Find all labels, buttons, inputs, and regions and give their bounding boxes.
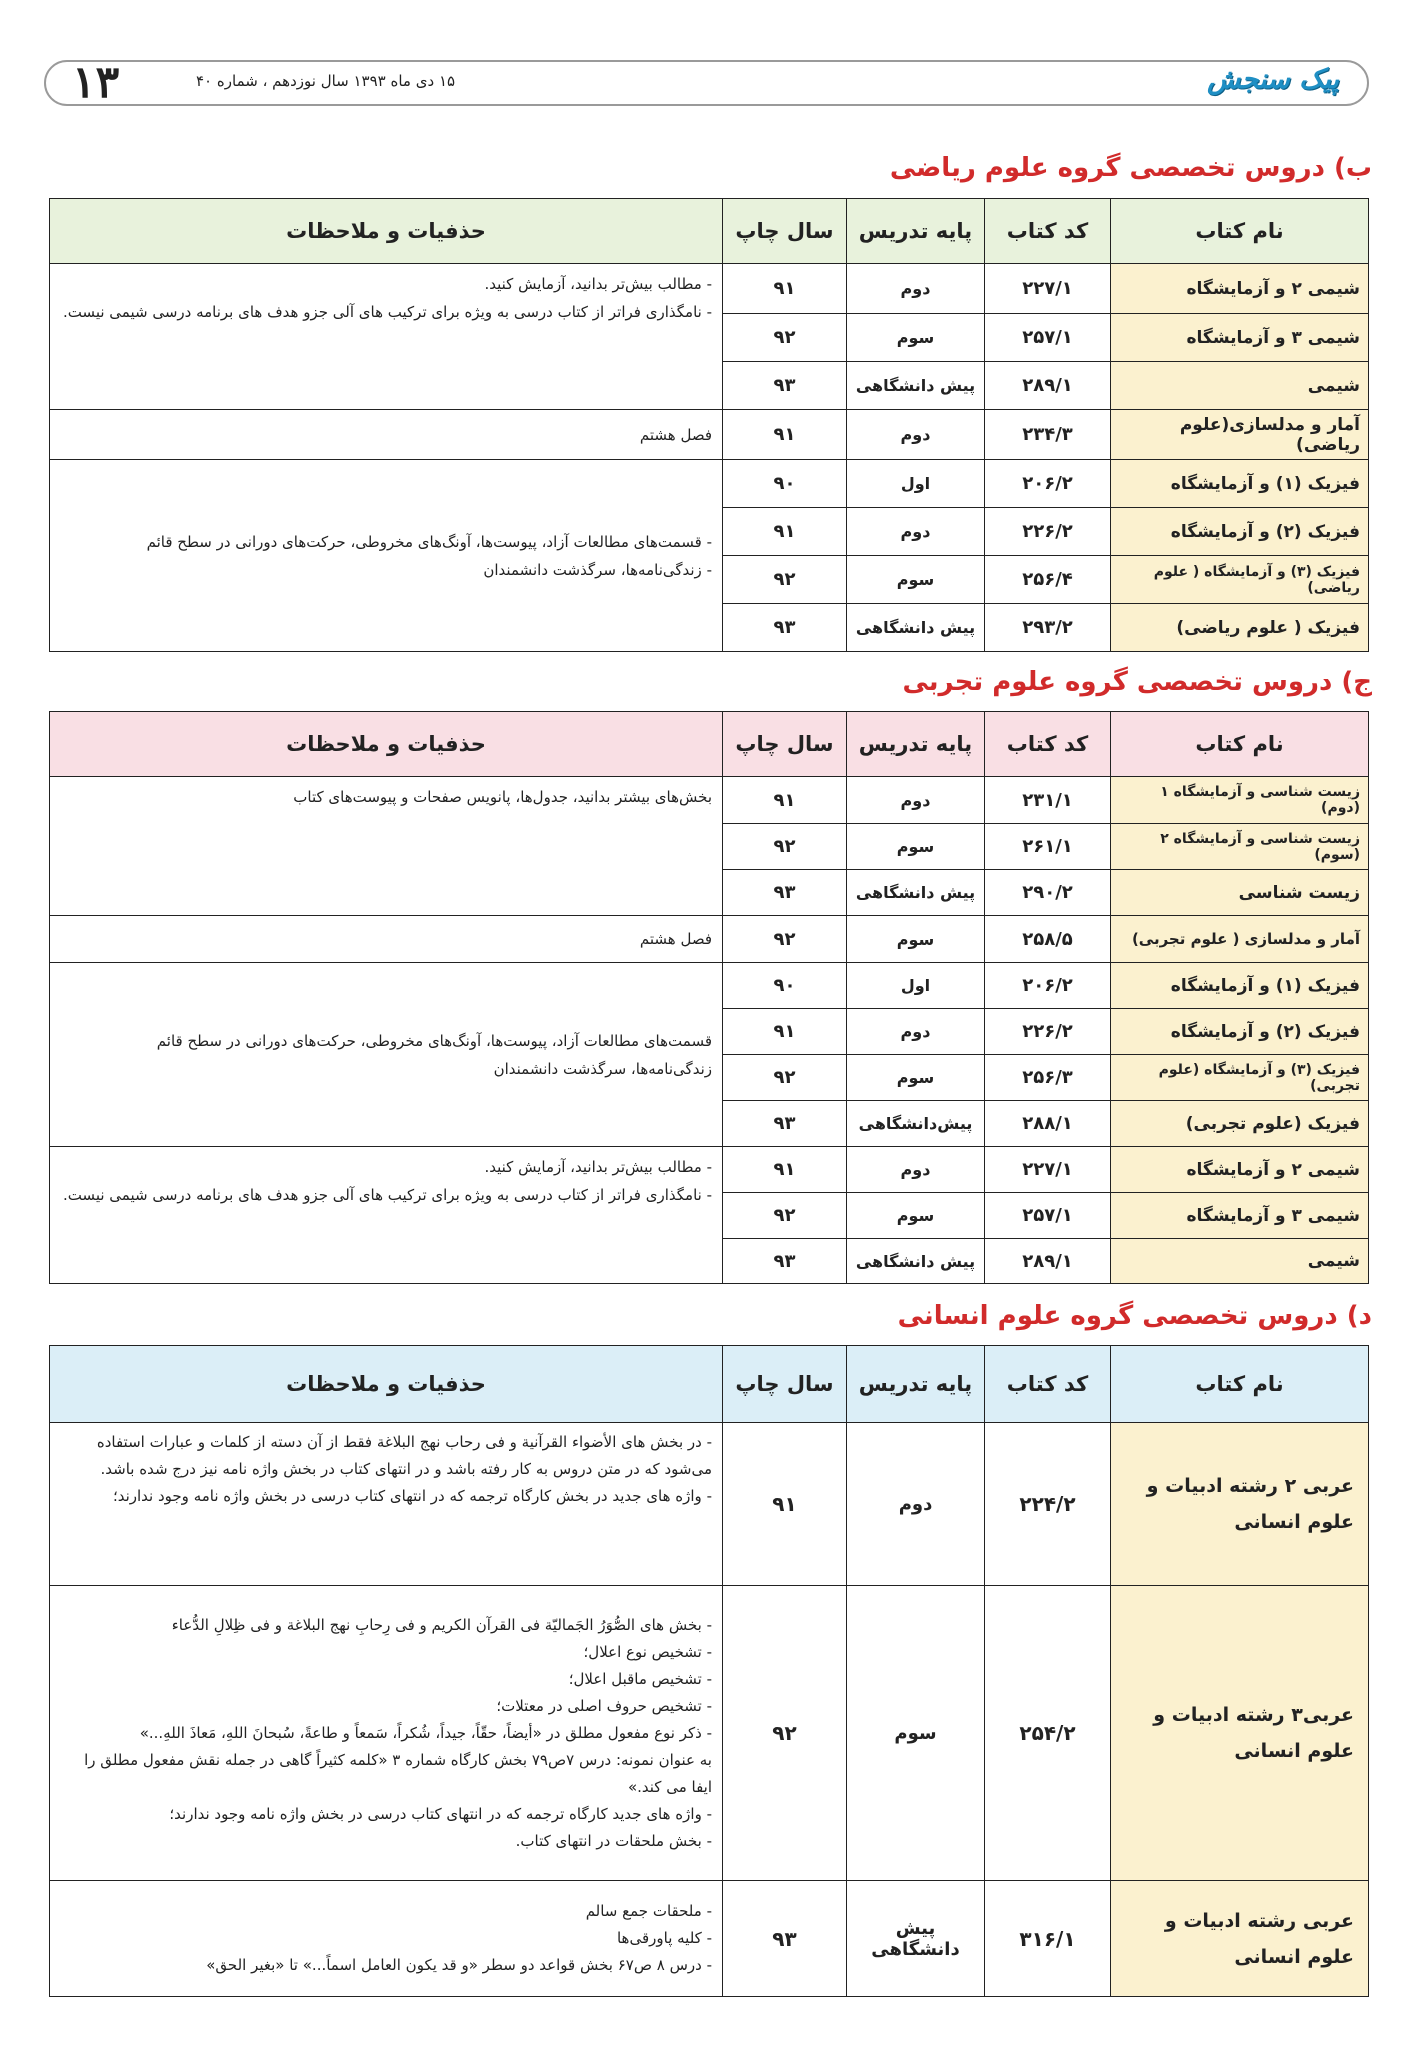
book-name: شیمی (1111, 1239, 1369, 1284)
book-code: ۲۵۴/۲ (985, 1586, 1111, 1881)
level: پیش دانشگاهی (847, 362, 985, 410)
level: پیش‌دانشگاهی (847, 1101, 985, 1147)
level: اول (847, 460, 985, 508)
notes-cell (50, 410, 723, 460)
note-line: - ذکر نوع مفعول مطلق در «أیضاً، حقّاً، جیداً، شُکراً، سَمعاً و طاعةً، سُبحانَ اللهِ، مَعاذَ اللهِ...» (139, 1723, 712, 1742)
book-name: آمار و مدلسازی(علوم ریاضی) (1111, 410, 1369, 460)
level: دوم (847, 1009, 985, 1055)
col-level: پایه تدریس (847, 712, 985, 777)
book-name: عربی۳ رشته ادبیات و علوم انسانی (1111, 1586, 1369, 1881)
print-year: ۹۳ (723, 1239, 847, 1284)
note-line: - ملحقات جمع سالم (585, 1902, 712, 1920)
table-header-row (50, 1346, 1369, 1423)
col-notes: حذفیات و ملاحظات (50, 712, 723, 777)
note-line: - بخش ملحقات در انتهای کتاب. (515, 1831, 712, 1850)
book-code: ۲۵۶/۴ (985, 556, 1111, 604)
level: پیش دانشگاهی (847, 870, 985, 916)
print-year: ۹۲ (723, 1586, 847, 1881)
book-name: شیمی (1111, 362, 1369, 410)
col-level: پایه تدریس (847, 1346, 985, 1423)
note-line: - نامگذاری فراتر از کتاب درسی به ویژه برای ترکیب های آلی جزو هدف های برنامه درسی شیمی نیست. (62, 1186, 712, 1204)
note-line: - کلیه پاورقی‌ها (616, 1929, 712, 1947)
note-line: - درس ۸ ص۶۷ بخش قواعد دو سطر «و قد یکون العامل اسماً...» تا «بغیر الحق» (206, 1956, 712, 1974)
level: سوم (847, 1055, 985, 1101)
col-book-code: کد کتاب (985, 199, 1111, 264)
table-row (50, 410, 1369, 460)
note-line: - مطالب بیش‌تر بدانید، آزمایش کنید. (484, 1158, 712, 1176)
col-book-name: نام کتاب (1111, 1346, 1369, 1423)
level: دوم (847, 1423, 985, 1586)
book-code: ۲۳۴/۳ (985, 410, 1111, 460)
notes-cell (50, 1881, 723, 1997)
section-b-table (49, 198, 1369, 652)
book-code: ۲۹۰/۲ (985, 870, 1111, 916)
book-code: ۳۱۶/۱ (985, 1881, 1111, 1997)
book-code: ۲۳۱/۱ (985, 777, 1111, 824)
print-year: ۹۳ (723, 1881, 847, 1997)
book-name: فیزیک (علوم تجربی) (1111, 1101, 1369, 1147)
level: دوم (847, 777, 985, 824)
print-year: ۹۱ (723, 264, 847, 314)
page-header (44, 57, 1369, 108)
level: سوم (847, 1586, 985, 1881)
book-code: ۲۵۶/۳ (985, 1055, 1111, 1101)
book-name: فیزیک (۳) و آزمایشگاه (علوم تجربی) (1111, 1055, 1369, 1101)
book-name: شیمی ۳ و آزمایشگاه (1111, 314, 1369, 362)
book-name: شیمی ۲ و آزمایشگاه (1111, 1147, 1369, 1193)
book-name: فیزیک (۲) و آزمایشگاه (1111, 508, 1369, 556)
book-code: ۲۵۸/۵ (985, 916, 1111, 963)
notes-cell (50, 1147, 723, 1284)
table-row (50, 460, 1369, 508)
book-code: ۲۰۶/۲ (985, 963, 1111, 1009)
book-code: ۲۲۶/۲ (985, 508, 1111, 556)
col-book-code: کد کتاب (985, 1346, 1111, 1423)
print-year: ۹۳ (723, 1101, 847, 1147)
print-year: ۹۱ (723, 410, 847, 460)
col-notes: حذفیات و ملاحظات (50, 199, 723, 264)
book-code: ۲۲۶/۲ (985, 1009, 1111, 1055)
level: سوم (847, 556, 985, 604)
note-line: - زندگی‌نامه‌ها، سرگذشت دانشمندان (483, 560, 712, 579)
section-c-title: ج) دروس تخصصی گروه علوم تجربی (902, 667, 1372, 697)
note-line: زندگی‌نامه‌ها، سرگذشت دانشمندان (493, 1059, 712, 1078)
col-year: سال چاپ (723, 199, 847, 264)
table-row (50, 1423, 1369, 1586)
note-line: - نامگذاری فراتر از کتاب درسی به ویژه برای ترکیب های آلی جزو هدف های برنامه درسی شیمی نیست. (62, 303, 712, 321)
level: پیش دانشگاهی (847, 1881, 985, 1997)
print-year: ۹۳ (723, 362, 847, 410)
print-year: ۹۰ (723, 963, 847, 1009)
level: سوم (847, 824, 985, 870)
book-code: ۲۶۱/۱ (985, 824, 1111, 870)
book-name: عربی ۲ رشته ادبیات و علوم انسانی (1111, 1423, 1369, 1586)
section-d-title: د) دروس تخصصی گروه علوم انسانی (897, 1301, 1372, 1331)
table-row (50, 777, 1369, 824)
book-code: ۲۲۷/۱ (985, 264, 1111, 314)
book-code: ۲۸۸/۱ (985, 1101, 1111, 1147)
book-name: زیست شناسی و آزمایشگاه ۲ (سوم) (1111, 824, 1369, 870)
notes-cell (50, 777, 723, 916)
note-line: - تشخیص ماقبل اعلال؛ (568, 1669, 712, 1688)
book-name: فیزیک (۳) و آزمایشگاه ( علوم ریاضی) (1111, 556, 1369, 604)
note-line: - واژه های جدید در بخش کارگاه ترجمه که در انتهای کتاب درسی در بخش واژه نامه وجود ندارند؛ (112, 1487, 712, 1505)
note-line: - تشخیص حروف اصلی در معتلات؛ (496, 1696, 712, 1715)
print-year: ۹۱ (723, 508, 847, 556)
note-line: به عنوان نمونه: درس ۷ص۷۹ بخش کارگاه شماره ۳ «کلمه کثیراً گاهی در جمله نقش مفعول مطلق را ایفا می کند.» (84, 1750, 712, 1796)
print-year: ۹۳ (723, 604, 847, 652)
note-line: قسمت‌های مطالعات آزاد، پیوست‌ها، آونگ‌های مخروطی، حرکت‌های دورانی در سطح قائم (156, 1031, 712, 1050)
table-header-row (50, 712, 1369, 777)
book-name: فیزیک ( علوم ریاضی) (1111, 604, 1369, 652)
col-year: سال چاپ (723, 712, 847, 777)
note-line: - واژه های جدید کارگاه ترجمه که در انتهای کتاب درسی در بخش واژه نامه وجود ندارند؛ (169, 1804, 712, 1823)
book-name: شیمی ۲ و آزمایشگاه (1111, 264, 1369, 314)
notes-cell (50, 1586, 723, 1881)
level: دوم (847, 508, 985, 556)
table-row (50, 916, 1369, 963)
section-b-title: ب) دروس تخصصی گروه علوم ریاضی (889, 153, 1372, 183)
notes-cell (50, 1423, 723, 1586)
level: اول (847, 963, 985, 1009)
level: سوم (847, 916, 985, 963)
note-line: - در بخش های الأضواء القرآنیة و فی رحاب نهج البلاغة فقط از آن دسته از کلمات و عبارات استفاده می‌شود که در متن دروس به کار رفته باشد و در انتهای کتاب در بخش واژه نامه نیز درج شده باشد. (96, 1433, 712, 1478)
print-year: ۹۲ (723, 824, 847, 870)
print-year: ۹۱ (723, 1423, 847, 1586)
level: سوم (847, 1193, 985, 1239)
notes-cell (50, 916, 723, 963)
book-name: فیزیک (۱) و آزمایشگاه (1111, 460, 1369, 508)
print-year: ۹۱ (723, 1147, 847, 1193)
table-row (50, 1586, 1369, 1881)
book-code: ۲۸۹/۱ (985, 1239, 1111, 1284)
book-name: فیزیک (۱) و آزمایشگاه (1111, 963, 1369, 1009)
col-level: پایه تدریس (847, 199, 985, 264)
book-name: عربی رشته ادبیات و علوم انسانی (1111, 1881, 1369, 1997)
table-row (50, 1881, 1369, 1997)
level: دوم (847, 410, 985, 460)
book-code: ۲۲۴/۲ (985, 1423, 1111, 1586)
level: پیش دانشگاهی (847, 1239, 985, 1284)
table-row (50, 264, 1369, 314)
notes-cell (50, 963, 723, 1147)
print-year: ۹۲ (723, 1193, 847, 1239)
book-name: فیزیک (۲) و آزمایشگاه (1111, 1009, 1369, 1055)
print-year: ۹۲ (723, 314, 847, 362)
col-book-code: کد کتاب (985, 712, 1111, 777)
print-year: ۹۱ (723, 1009, 847, 1055)
section-c-table (49, 711, 1369, 1284)
issue-info: ۱۵ دی ماه ۱۳۹۳ سال نوزدهم ، شماره ۴۰ (196, 72, 456, 90)
book-code: ۲۸۹/۱ (985, 362, 1111, 410)
note-line: - قسمت‌های مطالعات آزاد، پیوست‌ها، آونگ‌های مخروطی، حرکت‌های دورانی در سطح قائم (146, 532, 712, 551)
print-year: ۹۲ (723, 1055, 847, 1101)
note-line: - تشخیص نوع اعلال؛ (583, 1642, 712, 1661)
table-row (50, 963, 1369, 1009)
book-name: زیست شناسی (1111, 870, 1369, 916)
book-code: ۲۵۷/۱ (985, 1193, 1111, 1239)
page-number: ۱۳ (72, 57, 120, 108)
book-name: شیمی ۳ و آزمایشگاه (1111, 1193, 1369, 1239)
print-year: ۹۲ (723, 916, 847, 963)
col-book-name: نام کتاب (1111, 199, 1369, 264)
table-row (50, 1147, 1369, 1193)
book-name: زیست شناسی و آزمایشگاه ۱ (دوم) (1111, 777, 1369, 824)
section-d-table (49, 1345, 1369, 1997)
print-year: ۹۱ (723, 777, 847, 824)
note-line: فصل هشتم (639, 425, 712, 444)
book-name: آمار و مدلسازی ( علوم تجربی) (1111, 916, 1369, 963)
level: سوم (847, 314, 985, 362)
book-code: ۲۲۷/۱ (985, 1147, 1111, 1193)
col-book-name: نام کتاب (1111, 712, 1369, 777)
print-year: ۹۳ (723, 870, 847, 916)
note-line: - مطالب بیش‌تر بدانید، آزمایش کنید. (484, 275, 712, 293)
level: پیش دانشگاهی (847, 604, 985, 652)
notes-cell (50, 460, 723, 652)
level: دوم (847, 264, 985, 314)
book-code: ۲۵۷/۱ (985, 314, 1111, 362)
notes-cell (50, 264, 723, 410)
level: دوم (847, 1147, 985, 1193)
table-header-row (50, 199, 1369, 264)
book-code: ۲۹۳/۲ (985, 604, 1111, 652)
col-year: سال چاپ (723, 1346, 847, 1423)
print-year: ۹۲ (723, 556, 847, 604)
note-line: فصل هشتم (639, 930, 712, 948)
note-line: - بخش های الصُّوَرُ الجَمالیّة فی القرآن الکریم و فی رِحابِ نهج البلاغة و فی ظِلالِ الدُّعاء (171, 1615, 712, 1634)
print-year: ۹۰ (723, 460, 847, 508)
book-code: ۲۰۶/۲ (985, 460, 1111, 508)
publication-logo: پیک سنجش (1207, 64, 1339, 95)
col-notes: حذفیات و ملاحظات (50, 1346, 723, 1423)
note-line: بخش‌های بیشتر بدانید، جدول‌ها، پانویس صفحات و پیوست‌های کتاب (293, 788, 712, 806)
